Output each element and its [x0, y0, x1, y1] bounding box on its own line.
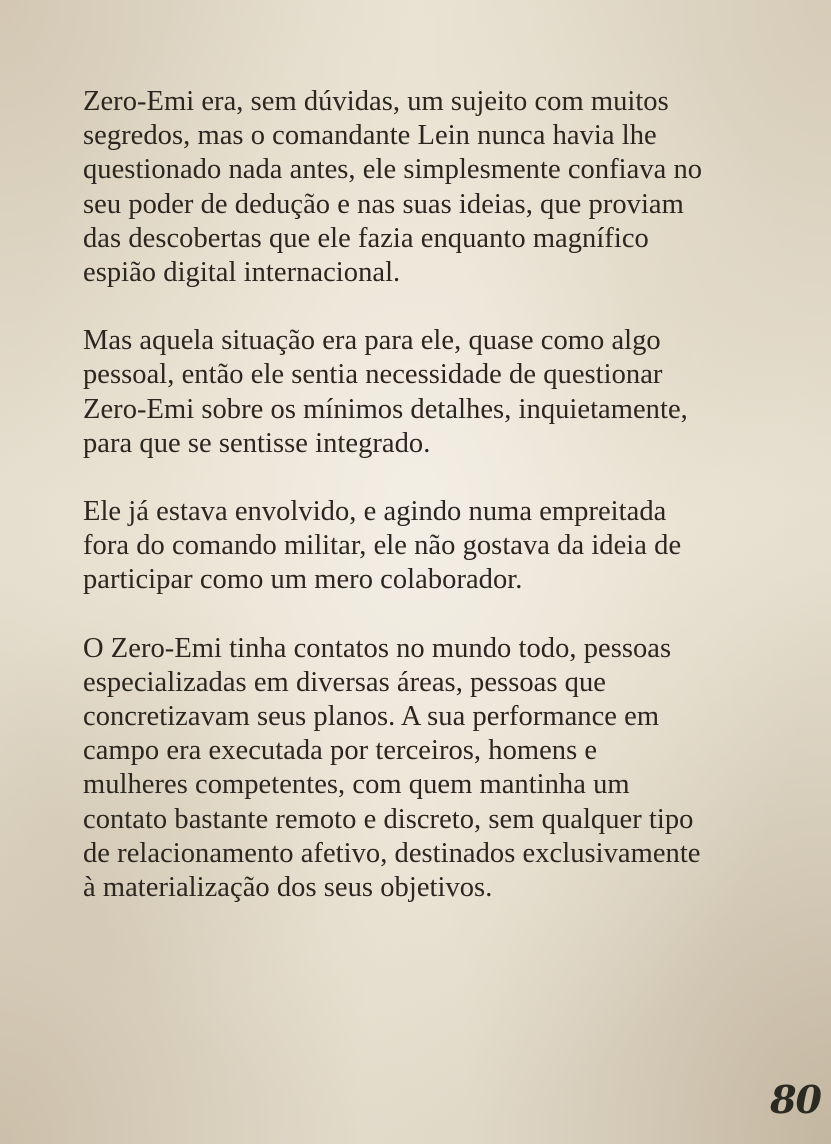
text-line: seu poder de dedução e nas suas ideias, que proviam	[83, 188, 684, 220]
paragraph-3	[83, 495, 763, 598]
text-line: contato bastante remoto e discreto, sem qualquer tipo	[83, 803, 694, 835]
text-line: concretizavam seus planos. A sua performance em	[83, 701, 660, 733]
text-line: espião digital internacional.	[83, 257, 401, 289]
text-line: especializadas em diversas áreas, pessoas que	[83, 666, 606, 698]
text-line: das descobertas que ele fazia enquanto magnífico	[83, 222, 649, 254]
text-line: à materialização dos seus objetivos.	[83, 872, 493, 904]
text-line: mulheres competentes, com quem mantinha um	[83, 769, 630, 801]
paragraph-2	[83, 324, 763, 461]
text-line: de relacionamento afetivo, destinados exclusivamente	[83, 837, 701, 869]
text-line: questionado nada antes, ele simplesmente confiava no	[83, 154, 703, 186]
text-line: campo era executada por terceiros, homens e	[83, 735, 598, 767]
text-line: fora do comando militar, ele não gostava da ideia de	[83, 530, 682, 562]
page-number: 80	[770, 1077, 821, 1122]
text-line: para que se sentisse integrado.	[83, 427, 431, 459]
text-line: Ele já estava envolvido, e agindo numa empreitada	[83, 496, 667, 528]
text-line: Zero-Emi era, sem dúvidas, um sujeito com muitos	[83, 86, 669, 117]
text-line: Mas aquela situação era para ele, quase como algo	[83, 325, 661, 357]
text-line: Zero-Emi sobre os mínimos detalhes, inquietamente,	[83, 393, 688, 425]
text-line: participar como um mero colaborador.	[83, 564, 523, 596]
paragraph-1	[83, 85, 763, 290]
body-text	[83, 85, 763, 939]
paragraph-4	[83, 632, 763, 906]
text-line: segredos, mas o comandante Lein nunca havia lhe	[83, 120, 657, 152]
text-line: pessoal, então ele sentia necessidade de questionar	[83, 359, 663, 391]
text-line: O Zero-Emi tinha contatos no mundo todo, pessoas	[83, 632, 672, 664]
